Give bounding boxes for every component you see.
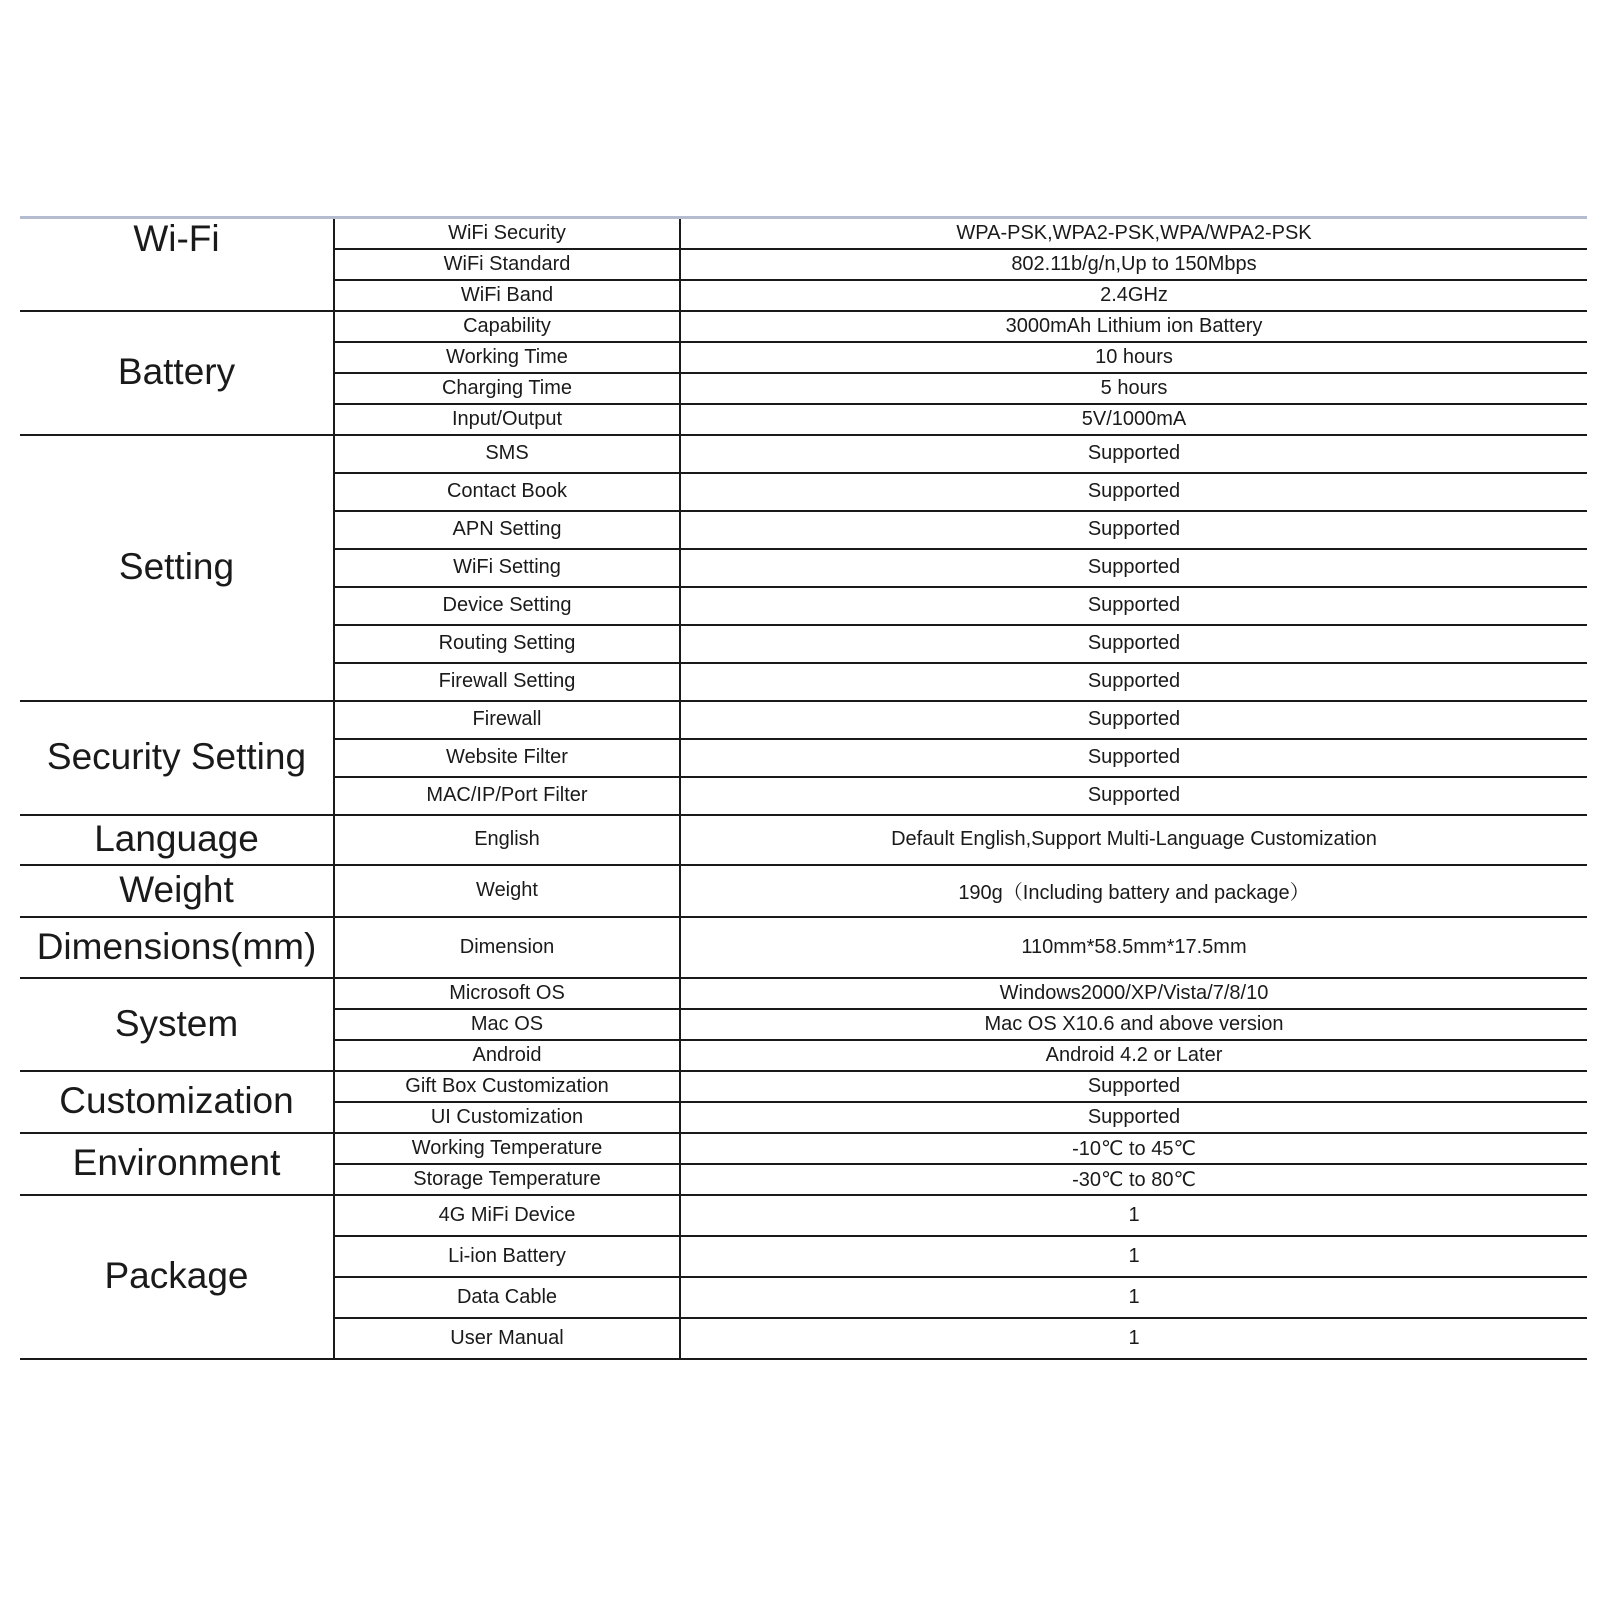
table-row [20,917,1587,978]
value-cell: Mac OS X10.6 and above version [680,1009,1587,1040]
value-cell: 802.11b/g/n,Up to 150Mbps [680,249,1587,280]
item-cell: WiFi Setting [334,549,680,587]
item-cell: English [334,815,680,865]
table-row [20,1133,1587,1164]
item-cell: Routing Setting [334,625,680,663]
value-cell: 3000mAh Lithium ion Battery [680,311,1587,342]
category-cell: Language [20,815,334,865]
value-cell: Supported [680,549,1587,587]
item-cell: Firewall Setting [334,663,680,701]
item-cell: Charging Time [334,373,680,404]
category-cell: Setting [20,435,334,701]
category-cell: Wi-Fi [20,218,334,311]
table-row [20,978,1587,1009]
spec-table-body [20,218,1587,1359]
item-cell: Contact Book [334,473,680,511]
item-cell: WiFi Security [334,218,680,249]
item-cell: Device Setting [334,587,680,625]
category-cell: Security Setting [20,701,334,815]
table-row [20,1071,1587,1102]
item-cell: Website Filter [334,739,680,777]
item-cell: APN Setting [334,511,680,549]
item-cell: 4G MiFi Device [334,1195,680,1236]
value-cell: -30℃ to 80℃ [680,1164,1587,1195]
item-cell: MAC/IP/Port Filter [334,777,680,815]
item-cell: SMS [334,435,680,473]
value-cell: Supported [680,777,1587,815]
item-cell: Input/Output [334,404,680,435]
value-cell: Android 4.2 or Later [680,1040,1587,1071]
item-cell: Microsoft OS [334,978,680,1009]
category-cell: Battery [20,311,334,435]
value-cell: 1 [680,1277,1587,1318]
item-cell: Capability [334,311,680,342]
value-cell: 1 [680,1318,1587,1359]
value-cell: -10℃ to 45℃ [680,1133,1587,1164]
value-cell: 5V/1000mA [680,404,1587,435]
item-cell: Storage Temperature [334,1164,680,1195]
item-cell: Working Time [334,342,680,373]
value-cell: Supported [680,739,1587,777]
item-cell: Android [334,1040,680,1071]
value-cell: WPA-PSK,WPA2-PSK,WPA/WPA2-PSK [680,218,1587,249]
item-cell: Mac OS [334,1009,680,1040]
value-cell: Default English,Support Multi-Language Customization [680,815,1587,865]
value-cell: Supported [680,511,1587,549]
item-cell: Data Cable [334,1277,680,1318]
value-cell: Supported [680,1071,1587,1102]
item-cell: Li-ion Battery [334,1236,680,1277]
category-cell: Environment [20,1133,334,1195]
value-cell: 110mm*58.5mm*17.5mm [680,917,1587,978]
item-cell: Firewall [334,701,680,739]
spec-table [20,216,1587,1360]
category-cell: Dimensions(mm) [20,917,334,978]
table-row [20,311,1587,342]
item-cell: User Manual [334,1318,680,1359]
value-cell: Supported [680,663,1587,701]
table-row [20,815,1587,865]
item-cell: WiFi Band [334,280,680,311]
item-cell: Working Temperature [334,1133,680,1164]
category-cell: Package [20,1195,334,1359]
item-cell: Weight [334,865,680,917]
item-cell: Gift Box Customization [334,1071,680,1102]
value-cell: Supported [680,473,1587,511]
value-cell: Supported [680,701,1587,739]
category-cell: Weight [20,865,334,917]
table-row [20,701,1587,739]
value-cell: 1 [680,1236,1587,1277]
value-cell: 1 [680,1195,1587,1236]
value-cell: 190g（Including battery and package） [680,865,1587,917]
value-cell: Supported [680,587,1587,625]
value-cell: Windows2000/XP/Vista/7/8/10 [680,978,1587,1009]
value-cell: Supported [680,435,1587,473]
value-cell: 10 hours [680,342,1587,373]
category-cell: Customization [20,1071,334,1133]
table-row [20,1195,1587,1236]
value-cell: Supported [680,1102,1587,1133]
item-cell: WiFi Standard [334,249,680,280]
value-cell: Supported [680,625,1587,663]
table-row [20,435,1587,473]
category-cell: System [20,978,334,1071]
table-row [20,218,1587,249]
table-row [20,865,1587,917]
item-cell: Dimension [334,917,680,978]
value-cell: 5 hours [680,373,1587,404]
item-cell: UI Customization [334,1102,680,1133]
value-cell: 2.4GHz [680,280,1587,311]
